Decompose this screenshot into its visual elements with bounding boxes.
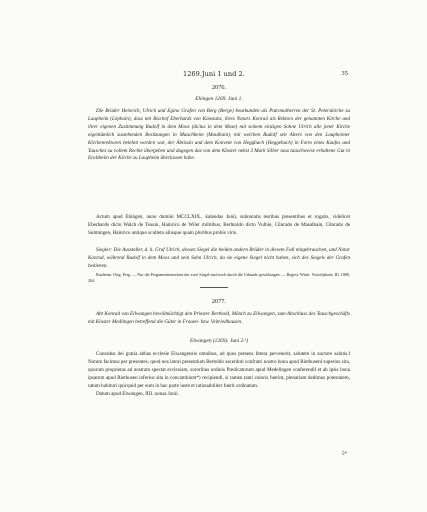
document-2077-dateline-wrap <box>88 338 350 344</box>
page-number: 35 <box>341 70 348 77</box>
regest: Abt Konrad von Ellwangen bevollmächtigt den Priester Berthold, Mönch zu Ellwangen, zum Abschluss des Tauschgeschäfts mit Kloster Medlingen betreffend die Güter in Frauen- bzw. Veitriedhausen. <box>88 311 350 325</box>
section-divider <box>200 287 228 288</box>
document-number: 2076. <box>211 84 227 91</box>
document-2077-regest-wrap <box>88 311 350 327</box>
header-dates: Juni 1 und 2. <box>202 70 245 78</box>
document-2077 <box>88 298 350 305</box>
closing-line: Datum apud Elwangen, IIII. nonas Junii. <box>96 391 179 397</box>
document-2076-regest-wrap <box>88 108 350 163</box>
seal-note: Siegler: Die Aussteller, d. h. Graf Ulrich, dessen Siegel die beiden andern Brüder in diesem Fall mitgebrauchen, und Notar Konrad, während Rudolf in dem Moos und sein Sohn Ulrich, da sie eigene Siegel nicht haben, sich des Siegels der Grafen bedienen. <box>88 247 350 269</box>
document-2077-body-wrap <box>88 350 350 398</box>
dateline: Ehingen 1269. Juni 1. <box>195 96 243 102</box>
document-number: 2077. <box>211 298 227 305</box>
document-2076-siegler-wrap <box>88 247 350 271</box>
document-2076-dateline-wrap <box>88 96 350 102</box>
document-body: Actum apud Ehingen, anno domini MCCLXIX., kalendas Junii, subnotatis testibus presentibus et rogatis, videlicet Eberhardo dicto Walch de Tussin, Hainrico de Wiler militibus, Berhtoldo dicto Vulhie, Cůnrado de Masalhain, Cůnrado de Sulmingen, Hainrico antiquo sculteto aliisque quam pluribus probis viris. <box>88 214 350 236</box>
signature-mark: 5* <box>342 452 347 457</box>
document-2076 <box>88 84 350 91</box>
document-2076-note-wrap <box>88 272 350 284</box>
document-body: Cunradus dei gratia abbas ecclesie Elwangensis omnibus, ad quos presens littera pervenerit, salutem in auctore salutis.‖ Notum facimus per presentes, quod nos latori presentium Bertoldo sacerdoti confratri nostro bona apud Riethusen‖ superius sita, quorum proprietas ad nostram spectat ecclesiam, sororibus ordinis Predicatorum apud Medelingen conferendi‖ et ab ipsis bona ipsarum apud Riethusen inferius sita in concambium*) recipiendi, si tamen tanti valoris fuerint, plenariam dedimus potestatem, ratum habituri quicquid per eum in hac parte iuste et rationabiliter fuerit ordinatum. <box>88 351 350 389</box>
header-year: 1269. <box>183 70 202 78</box>
source-note: Buxheim. Orig. Perg. — Nur die Pergamentriemchen der zwei Siegel sind noch durch die Urkunde geschlungen. — Regest: Württ. Vierteljahrsh. III. 1880, 204. <box>88 272 350 284</box>
document-2076-body-wrap <box>88 213 350 237</box>
regest: Die Brüder Heinrich, Ulrich und Egino Grafen von Berg (Berge) beurkunden als Patronatherren der St. Peterskirche zu Laupheim (Löphain), dass mit Bischof Eberhards von Konstanz, ihres Notars Konrad als Rektors der genannten Kirche und ihrer eigenen Zustimmung Rudolf in dem Moos (dictus in dem Mose) mit seinem einzigen Sohne Ulrich alle jener Kirche eigentümlich zustehenden Besitzungen in Mauchheim (Maulhain), mit welchen Rudolf seit Alters von den Laupheimer Kirchenrektoren belehnt worden war, der Äbtissin und dem Konvent von Heggbach (Heggebach) in Form eines Kaufes und Tausches zu vollem Rechte übergeben und dagegen das von dem Kloster nebst 3 Mark Silber taus tauschweise erhaltene Gut in Erolzheim der Kirche zu Laupheim überlassen habe. <box>88 108 350 162</box>
dateline: Elwangen (1269). Juni 2.¹) <box>189 338 249 344</box>
